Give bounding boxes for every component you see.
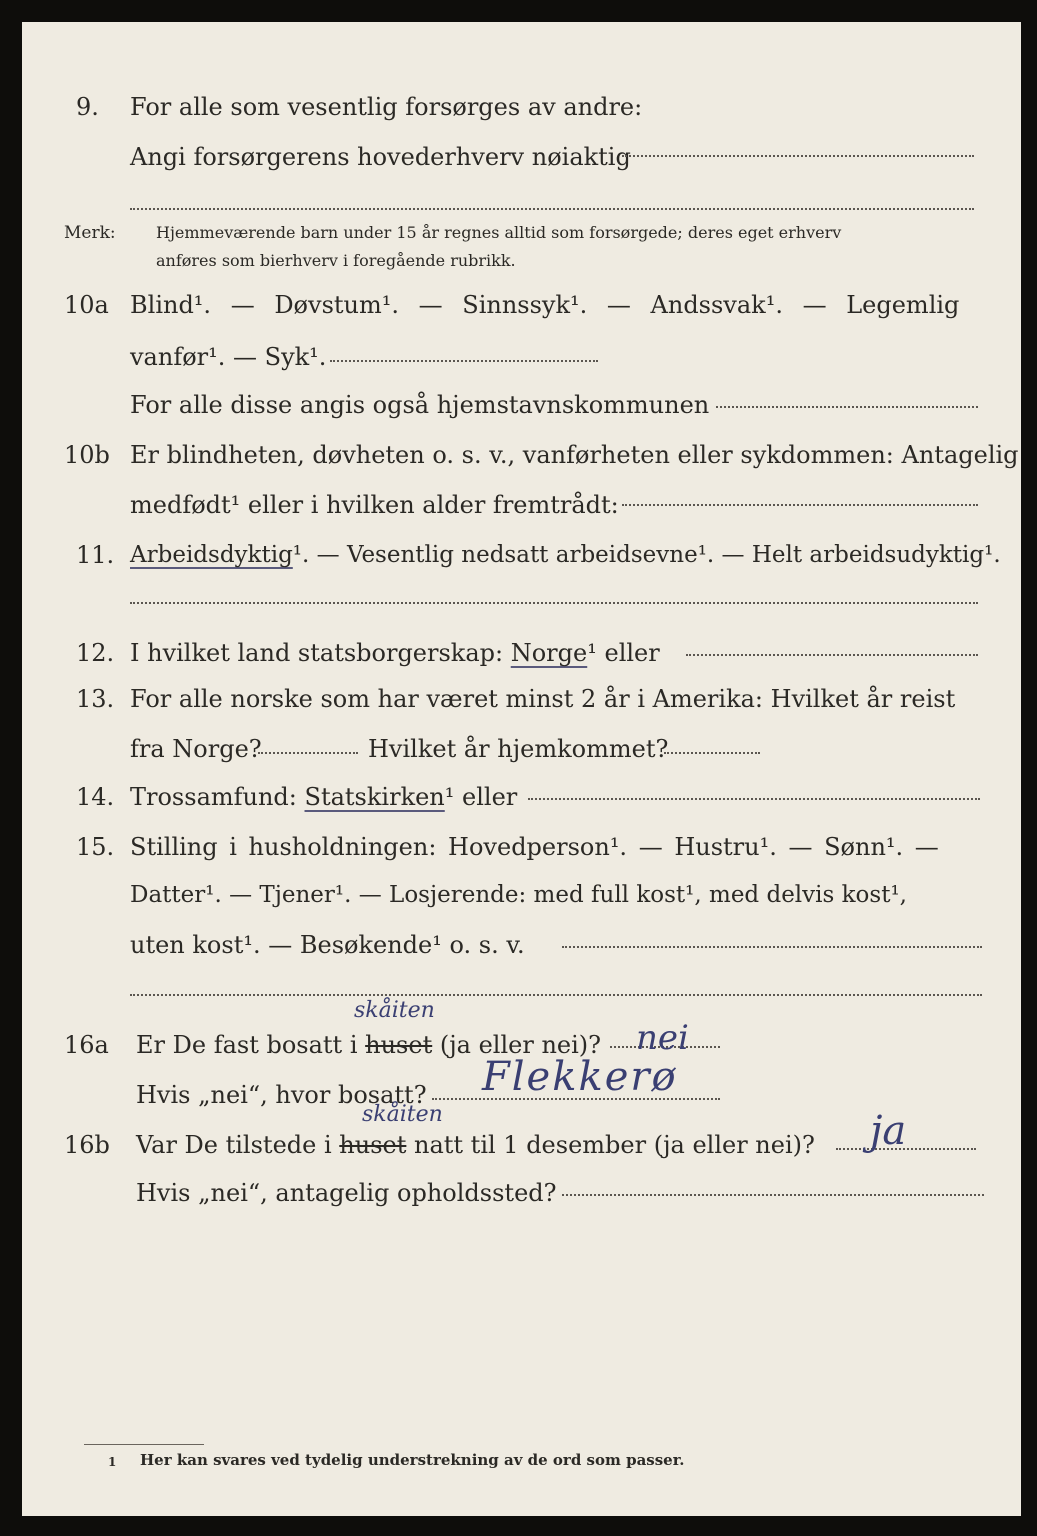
footnote-text: Her kan svares ved tydelig understrekning av de ord som passer. — [140, 1451, 685, 1469]
q16b-line2: Hvis „nei“, antagelig opholdssted? — [136, 1179, 557, 1207]
q11-blank-line — [130, 602, 978, 604]
q16b-question-end: natt til 1 desember (ja eller nei)? — [406, 1131, 815, 1159]
q16b-handwritten-answer: ja — [870, 1108, 907, 1154]
item-number-13: 13. — [76, 685, 115, 713]
q11-underlined-arbeidsdyktig: Arbeidsdyktig — [130, 542, 293, 568]
q12-rest: ¹ eller — [587, 639, 660, 667]
q15-blank-line — [130, 994, 982, 996]
q12-underlined-norge: Norge — [510, 639, 588, 667]
q16b-struck-word: huset — [339, 1131, 407, 1159]
q13-line1: For alle norske som har været minst 2 år i Amerika: Hvilket år reist — [130, 685, 956, 713]
item-number-11: 11. — [76, 541, 115, 569]
q10a-line3: For alle disse angis også hjemstavnskommunen — [130, 391, 710, 419]
q14-underlined-statskirken: Statskirken — [304, 783, 445, 811]
q12-answer-line — [686, 654, 978, 656]
q16a-handwritten-correction: skåiten — [354, 998, 435, 1023]
q16b-whereabouts-line — [562, 1194, 984, 1196]
item-number-16a: 16a — [64, 1031, 109, 1059]
q16b-handwritten-correction: skåiten — [362, 1102, 443, 1127]
note-label: Merk: — [64, 223, 116, 243]
q12-question: I hvilket land statsborgerskap: — [130, 639, 511, 667]
q10b-answer-line — [622, 504, 978, 506]
item-number-14: 14. — [76, 783, 115, 811]
q9-line2: Angi forsørgerens hovederhverv nøiaktig — [130, 143, 631, 171]
item-number-12: 12. — [76, 639, 115, 667]
note-line1: Hjemmeværende barn under 15 år regnes alltid som forsørgede; deres eget erhverv — [156, 223, 842, 242]
q16b-question-start: Var De tilstede i — [136, 1131, 340, 1159]
q10a-home-municipality-line — [716, 406, 978, 408]
q16a-question-start: Er De fast bosatt i — [136, 1031, 366, 1059]
q15-line2: Datter¹. — Tjener¹. — Losjerende: med full kost¹, med delvis kost¹, — [130, 882, 907, 908]
q16a-handwritten-answer: nei — [636, 1018, 689, 1058]
item-number-15: 15. — [76, 833, 115, 861]
item-number-10a: 10a — [64, 291, 109, 319]
q16a-question-end: (ja eller nei)? — [432, 1031, 602, 1059]
q9-blank-line — [130, 208, 974, 210]
q14-rest: ¹ eller — [444, 783, 518, 811]
census-form-page — [22, 22, 1021, 1516]
item-number-10b: 10b — [64, 441, 110, 469]
q14-line1 — [130, 782, 517, 812]
q10a-line2: vanfør¹. — Syk¹. — [130, 343, 327, 371]
q13-line2a: fra Norge? — [130, 735, 262, 763]
q9-line1: For alle som vesentlig forsørges av andre: — [130, 93, 643, 121]
q10a-answer-line — [330, 360, 598, 362]
footnote-rule — [84, 1444, 204, 1445]
q16a-struck-word: huset — [365, 1031, 433, 1059]
q10b-line1: Er blindheten, døvheten o. s. v., vanførheten eller sykdommen: Antagelig — [130, 441, 1019, 469]
q15-line3: uten kost¹. — Besøkende¹ o. s. v. — [130, 931, 525, 959]
footnote-marker: 1 — [108, 1455, 117, 1469]
q13-line2b: Hvilket år hjemkommet? — [368, 735, 669, 763]
q16a-handwritten-residence: Flekkerø — [482, 1054, 678, 1100]
note-line2: anføres som bierhverv i foregående rubrikk. — [156, 251, 516, 270]
q12-line1 — [130, 638, 660, 668]
q15-answer-line — [562, 946, 982, 948]
q13-year-left-line — [258, 752, 358, 754]
q10a-line1: Blind¹. — Døvstum¹. — Sinnssyk¹. — Andssvak¹. — Legemlig — [130, 291, 960, 319]
q16a-line2: Hvis „nei“, hvor bosatt? — [136, 1081, 427, 1109]
q13-year-returned-line — [664, 752, 760, 754]
q11-line1 — [130, 540, 1001, 570]
item-number-9: 9. — [76, 93, 99, 121]
q9-answer-line — [622, 155, 974, 157]
item-number-16b: 16b — [64, 1131, 110, 1159]
q16b-line1 — [136, 1130, 815, 1160]
q14-question: Trossamfund: — [130, 783, 305, 811]
q10b-line2: medfødt¹ eller i hvilken alder fremtrådt: — [130, 491, 619, 519]
q11-rest: ¹. — Vesentlig nedsatt arbeidsevne¹. — Helt arbeidsudyktig¹. — [292, 542, 1001, 568]
q15-line1: Stilling i husholdningen: Hovedperson¹. — Hustru¹. — Sønn¹. — — [130, 833, 939, 861]
q14-answer-line — [528, 798, 980, 800]
